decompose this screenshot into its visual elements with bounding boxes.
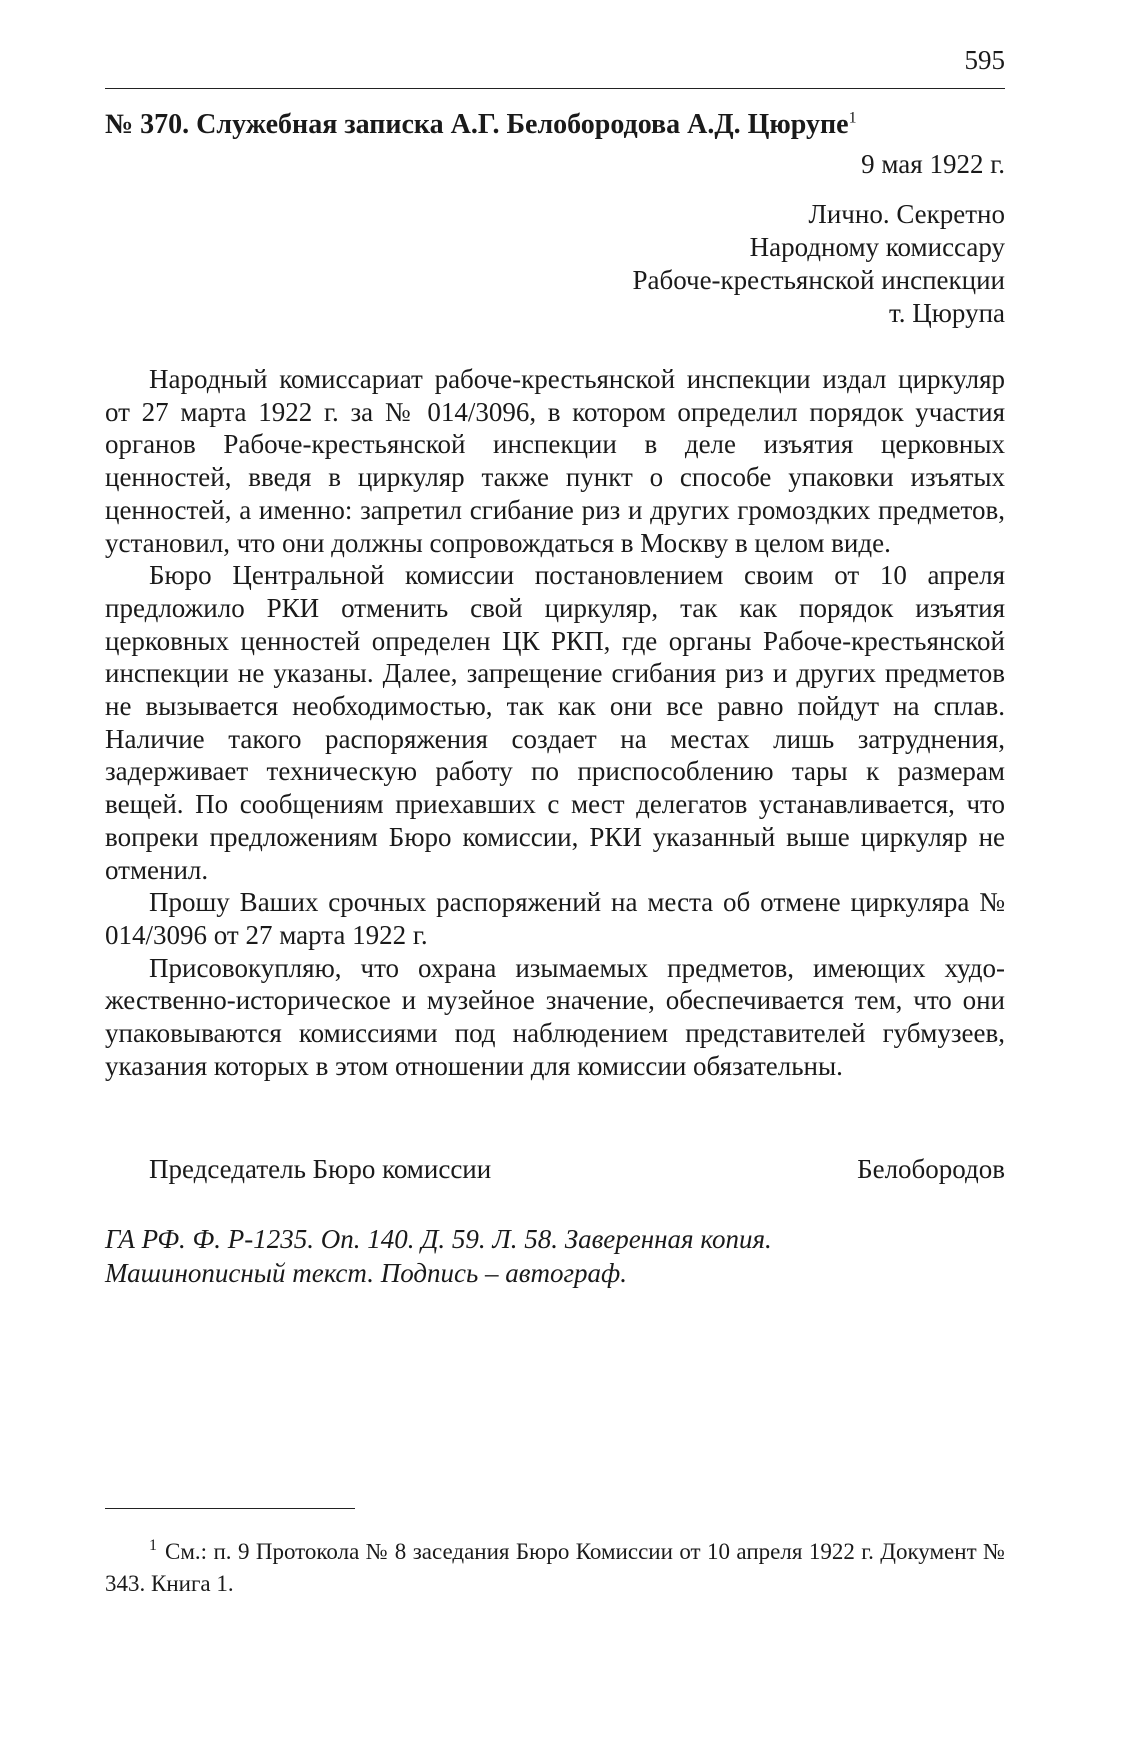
archive-reference-line-1: ГА РФ. Ф. Р-1235. Оп. 140. Д. 59. Л. 58. Заверенная копия.	[105, 1224, 772, 1254]
document-date: 9 мая 1922 г.	[861, 149, 1005, 179]
addressee-block	[632, 198, 1005, 330]
document-page	[105, 0, 1005, 1758]
addressee-line-1: Лично. Секретно	[808, 199, 1005, 229]
addressee-line-4: т. Цюрупа	[888, 298, 1005, 328]
body-paragraph-4: Присовокупляю, что охрана изымаемых предметов, имеющих художественно-историческое и музейное значение, обеспечивается тем, что они упаковываются комиссиями под наблюдением представителей губмузеев, указания которых в этом отношении для комиссии обязательны.	[105, 952, 1005, 1081]
page-number: 595	[964, 45, 1005, 75]
body-paragraph-1: Народный комиссариат рабоче-крестьянской инспекции издал циркуляр от 27 марта 1922 г. за № 014/3096, в котором определил порядок участия органов Рабоче-крестьянской инспекции в деле изъятия церковных ценностей, введя в циркуляр также пункт о способе упаковки изъятых ценностей, а именно: запретил сгибание риз и других громоздких предметов, установил, что они должны сопровождаться в Москву в целом виде.	[105, 364, 1005, 558]
document-body	[105, 363, 1005, 1082]
footnote-rule	[105, 1508, 355, 1509]
footnote	[105, 1536, 1005, 1600]
footnote-marker: 1	[149, 1537, 157, 1555]
body-paragraph-2: Бюро Центральной комиссии постановлением своим от 10 апреля предложило РКИ отменить свой циркуляр, так как порядок изъятия церковных ценностей определен ЦК РКП, где органы Рабоче-крестьянской инспекции не указаны. Далее, запрещение сгибания риз и других предметов не вызывается необходимостью, так как они все равно пойдут на сплав. Наличие такого распоряжения создает на местах лишь затруднения, задерживает техническую работу по приспособлению тары к размерам вещей. По сообщениям приехавших с мест делегатов устанавливается, что вопреки предложениям Бюро комиссии, РКИ указанный выше циркуляр не отменил.	[105, 560, 1005, 885]
addressee-line-3: Рабоче-крестьянской инспекции	[632, 265, 1005, 295]
body-paragraph-3: Прошу Ваших срочных распоряжений на места об отмене циркуляра № 014/3096 от 27 марта 1922 г.	[105, 887, 1005, 950]
signatory-name: Белобородов	[857, 1154, 1005, 1184]
document-title	[105, 108, 857, 142]
signatory-title: Председатель Бюро комиссии	[149, 1154, 492, 1184]
footnote-text: См.: п. 9 Протокола № 8 заседания Бюро Комиссии от 10 апреля 1922 г. Документ № 343. Книга 1.	[105, 1539, 1005, 1596]
archive-reference	[105, 1222, 1005, 1290]
archive-reference-line-2: Машинописный текст. Подпись – автограф.	[105, 1258, 627, 1288]
title-footnote-ref[interactable]: 1	[848, 109, 857, 127]
document-title-text: № 370. Служебная записка А.Г. Белобородова А.Д. Цюрупе	[105, 109, 849, 140]
header-rule	[105, 88, 1005, 89]
addressee-line-2: Народному комиссару	[749, 232, 1005, 262]
